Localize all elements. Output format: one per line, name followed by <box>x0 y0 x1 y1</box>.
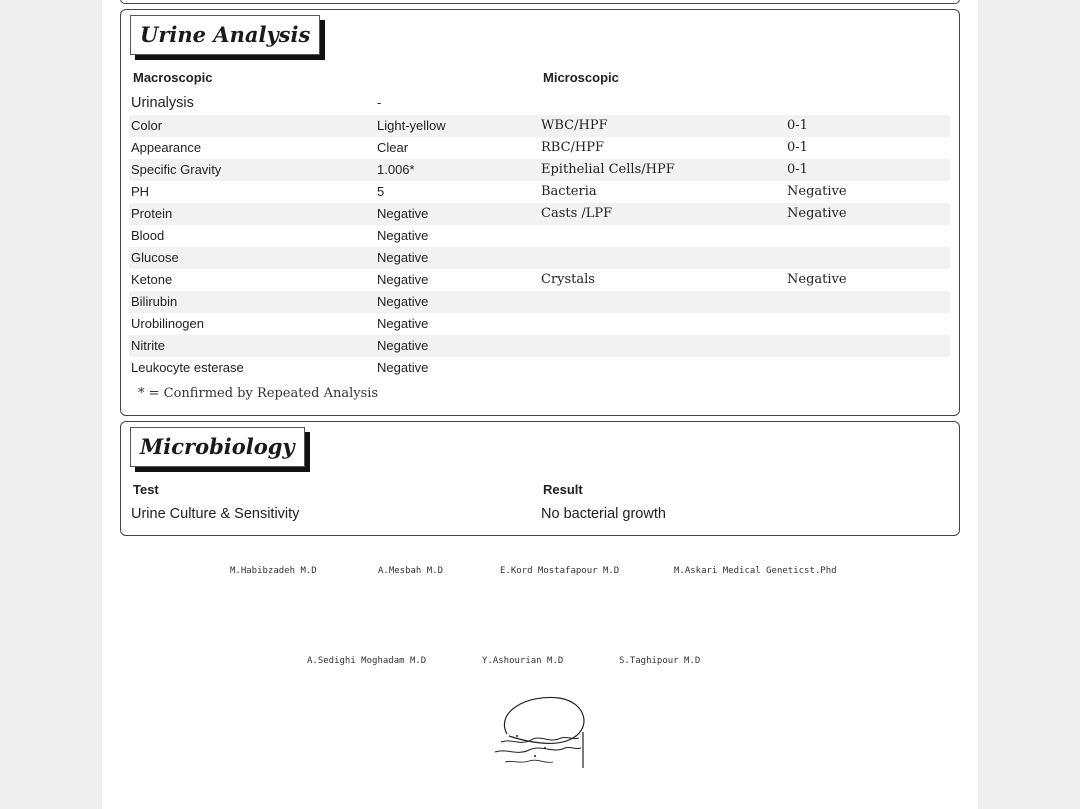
table-row <box>129 357 950 379</box>
report-page <box>102 0 978 809</box>
table-row <box>129 115 950 137</box>
urine-analysis-title: Urine Analysis <box>140 22 311 47</box>
microscopic-label: WBC/HPF <box>541 118 608 133</box>
analyte-value: Negative <box>377 294 429 309</box>
analyte-label: Blood <box>131 228 165 243</box>
test-header: Test <box>133 482 159 497</box>
analyte-value: Negative <box>377 316 429 331</box>
microscopic-value: Negative <box>787 206 847 221</box>
analyte-value: Negative <box>377 250 429 265</box>
analyte-label: Urobilinogen <box>131 316 204 331</box>
analyte-label: Leukocyte esterase <box>131 360 244 375</box>
macroscopic-header: Macroscopic <box>133 70 213 85</box>
urinalysis-value: - <box>377 95 382 110</box>
table-row <box>129 291 950 313</box>
table-row <box>129 247 950 269</box>
analyte-value: Negative <box>377 206 429 221</box>
microscopic-label: Casts /LPF <box>541 206 613 221</box>
urinalysis-row <box>129 92 950 114</box>
table-row <box>129 225 950 247</box>
signature-stamp-icon <box>487 692 589 770</box>
analyte-label: PH <box>131 184 150 199</box>
doctor-name: A.Sedighi Moghadam M.D <box>307 656 427 666</box>
doctor-name: E.Kord Mostafapour M.D <box>500 566 620 576</box>
doctor-name: M.Habibzadeh M.D <box>230 566 317 576</box>
culture-row <box>129 503 950 525</box>
microscopic-value: 0-1 <box>787 140 808 155</box>
microscopic-label: Epithelial Cells/HPF <box>541 162 675 177</box>
microscopic-value: 0-1 <box>787 118 808 133</box>
microscopic-label: Crystals <box>541 272 595 287</box>
urine-analysis-title-box <box>130 15 320 55</box>
analyte-label: Color <box>131 118 163 133</box>
analyte-label: Ketone <box>131 272 173 287</box>
urinalysis-label: Urinalysis <box>131 95 194 111</box>
table-row <box>129 159 950 181</box>
microscopic-label: Bacteria <box>541 184 597 199</box>
microscopic-value: 0-1 <box>787 162 808 177</box>
table-row <box>129 203 950 225</box>
urine-analysis-section <box>120 9 960 416</box>
microscopic-label: RBC/HPF <box>541 140 605 155</box>
table-row <box>129 137 950 159</box>
analyte-label: Glucose <box>131 250 179 265</box>
analyte-value: 1.006* <box>377 162 415 177</box>
analyte-label: Protein <box>131 206 173 221</box>
analyte-value: Negative <box>377 338 429 353</box>
microscopic-header: Microscopic <box>543 70 619 85</box>
microbiology-section <box>120 421 960 536</box>
table-row <box>129 181 950 203</box>
doctor-name: Y.Ashourian M.D <box>482 656 564 666</box>
analyte-label: Nitrite <box>131 338 165 353</box>
culture-result: No bacterial growth <box>541 506 666 522</box>
microscopic-value: Negative <box>787 184 847 199</box>
table-row <box>129 313 950 335</box>
result-header: Result <box>543 482 583 497</box>
analyte-value: Negative <box>377 228 429 243</box>
analyte-label: Appearance <box>131 140 202 155</box>
microscopic-value: Negative <box>787 272 847 287</box>
doctor-name: A.Mesbah M.D <box>378 566 444 576</box>
doctor-name: M.Askari Medical Geneticst.Phd <box>674 566 837 576</box>
culture-test-name: Urine Culture & Sensitivity <box>131 506 300 522</box>
footnote: * = Confirmed by Repeated Analysis <box>138 386 379 401</box>
microbiology-title: Microbiology <box>140 434 295 459</box>
analyte-value: 5 <box>377 184 385 199</box>
analyte-label: Bilirubin <box>131 294 178 309</box>
previous-section-edge <box>120 0 960 4</box>
analyte-value: Light-yellow <box>377 118 446 133</box>
doctor-name: S.Taghipour M.D <box>619 656 701 666</box>
analyte-label: Specific Gravity <box>131 162 222 177</box>
analyte-value: Clear <box>377 140 409 155</box>
table-row <box>129 269 950 291</box>
table-row <box>129 335 950 357</box>
microbiology-title-box <box>130 427 305 467</box>
analyte-value: Negative <box>377 272 429 287</box>
analyte-value: Negative <box>377 360 429 375</box>
